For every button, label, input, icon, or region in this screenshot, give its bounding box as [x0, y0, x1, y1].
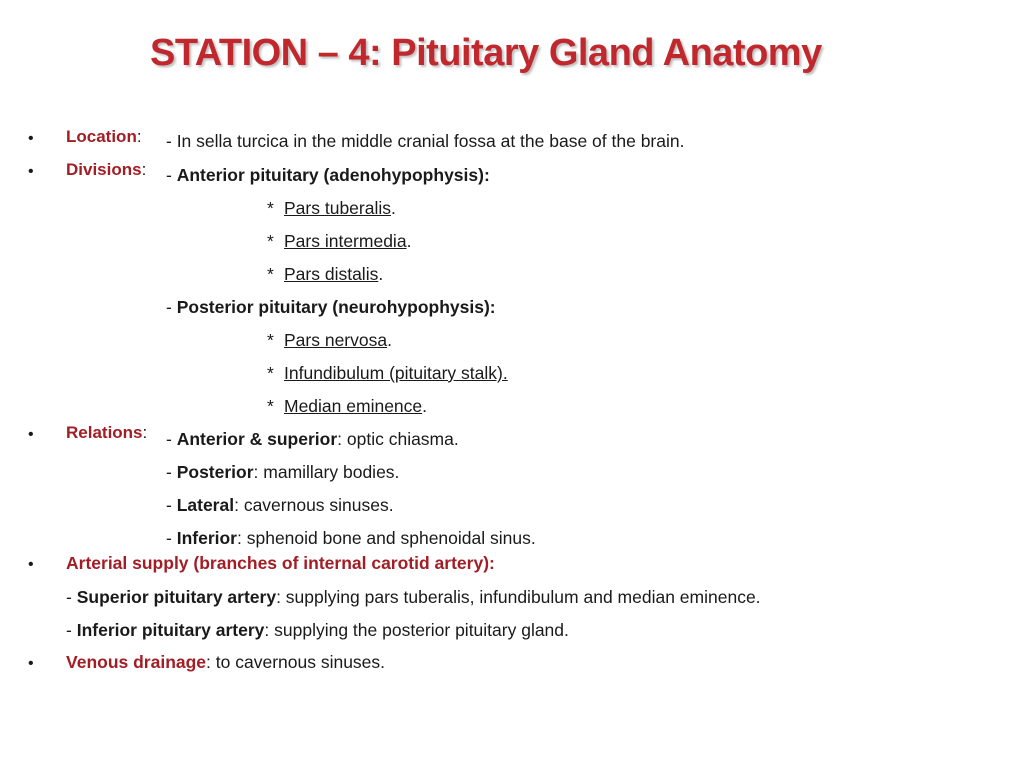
- dash: -: [166, 297, 177, 317]
- bullet: •: [28, 130, 34, 147]
- dash: -: [66, 620, 77, 640]
- venous-drainage-label: Venous drainage: [66, 652, 207, 672]
- anterior-pituitary-row: [166, 164, 490, 186]
- relations-label-row: [66, 422, 147, 444]
- relation-desc: : mamillary bodies.: [253, 462, 400, 482]
- pars-tuberalis: Pars tuberalis: [284, 198, 391, 218]
- dash: -: [66, 587, 77, 607]
- pars-tuberalis-row: [267, 197, 396, 219]
- relations-label: Relations: [66, 423, 143, 442]
- pars-intermedia-row: [267, 230, 411, 252]
- colon: :: [136, 127, 142, 146]
- relation-posterior: [166, 461, 399, 483]
- inferior-pituitary-artery-row: [66, 619, 569, 641]
- dash: -: [166, 165, 177, 185]
- location-text: - In sella turcica in the middle cranial fossa at the base of the brain.: [166, 131, 685, 151]
- divisions-label-row: [66, 159, 146, 181]
- posterior-pituitary-row: [166, 296, 496, 318]
- median-eminence-row: [267, 395, 427, 417]
- posterior-pituitary-heading: Posterior pituitary (neurohypophysis):: [176, 297, 496, 317]
- period: .: [378, 264, 384, 284]
- anterior-pituitary-heading: Anterior pituitary (adenohypophysis):: [176, 165, 490, 185]
- pars-nervosa-row: [267, 329, 392, 351]
- star: *: [267, 198, 274, 218]
- dash: -: [166, 528, 177, 548]
- period: .: [387, 330, 392, 350]
- star: *: [267, 396, 274, 416]
- relation-term: Inferior: [176, 528, 237, 548]
- superior-pituitary-artery-row: [66, 586, 761, 608]
- venous-drainage-row: [66, 651, 385, 673]
- pars-distalis-row: [267, 263, 383, 285]
- star: *: [267, 231, 274, 251]
- page-title: STATION – 4: Pituitary Gland Anatomy: [150, 32, 822, 74]
- relation-desc: : sphenoid bone and sphenoidal sinus.: [237, 528, 536, 548]
- arterial-supply-heading: Arterial supply (branches of internal carotid artery):: [66, 553, 495, 573]
- star: *: [267, 330, 274, 350]
- relation-desc: : cavernous sinuses.: [234, 495, 394, 515]
- relation-lateral: [166, 494, 394, 516]
- relation-term: Lateral: [176, 495, 235, 515]
- period: .: [422, 396, 428, 416]
- period: .: [391, 198, 396, 218]
- infundibulum: Infundibulum (pituitary stalk).: [284, 363, 508, 383]
- median-eminence: Median eminence: [284, 396, 423, 416]
- bullet: •: [28, 163, 34, 180]
- location-label: Location: [66, 127, 137, 146]
- star: *: [267, 264, 274, 284]
- artery-desc: : supplying the posterior pituitary gland.: [264, 620, 569, 640]
- colon: :: [142, 423, 148, 442]
- bullet: •: [28, 426, 34, 443]
- bullet: •: [28, 556, 34, 573]
- artery-term: Inferior pituitary artery: [76, 620, 265, 640]
- divisions-label: Divisions: [66, 160, 142, 179]
- dash: -: [166, 429, 177, 449]
- location-label-row: [66, 126, 142, 148]
- pars-distalis: Pars distalis: [284, 264, 379, 284]
- relation-inferior: [166, 527, 536, 549]
- dash: -: [166, 462, 177, 482]
- artery-term: Superior pituitary artery: [76, 587, 277, 607]
- relation-term: Posterior: [176, 462, 254, 482]
- pars-intermedia: Pars intermedia: [284, 231, 407, 251]
- artery-desc: : supplying pars tuberalis, infundibulum and median eminence.: [276, 587, 761, 607]
- dash: -: [166, 495, 177, 515]
- bullet: •: [28, 655, 34, 672]
- colon: :: [141, 160, 147, 179]
- period: .: [406, 231, 412, 251]
- infundibulum-row: [267, 362, 508, 384]
- relation-desc: : optic chiasma.: [337, 429, 459, 449]
- star: *: [267, 363, 274, 383]
- relation-term: Anterior & superior: [176, 429, 338, 449]
- venous-drainage-desc: : to cavernous sinuses.: [206, 652, 386, 672]
- pars-nervosa: Pars nervosa: [284, 330, 388, 350]
- relation-anterior-superior: [166, 428, 459, 450]
